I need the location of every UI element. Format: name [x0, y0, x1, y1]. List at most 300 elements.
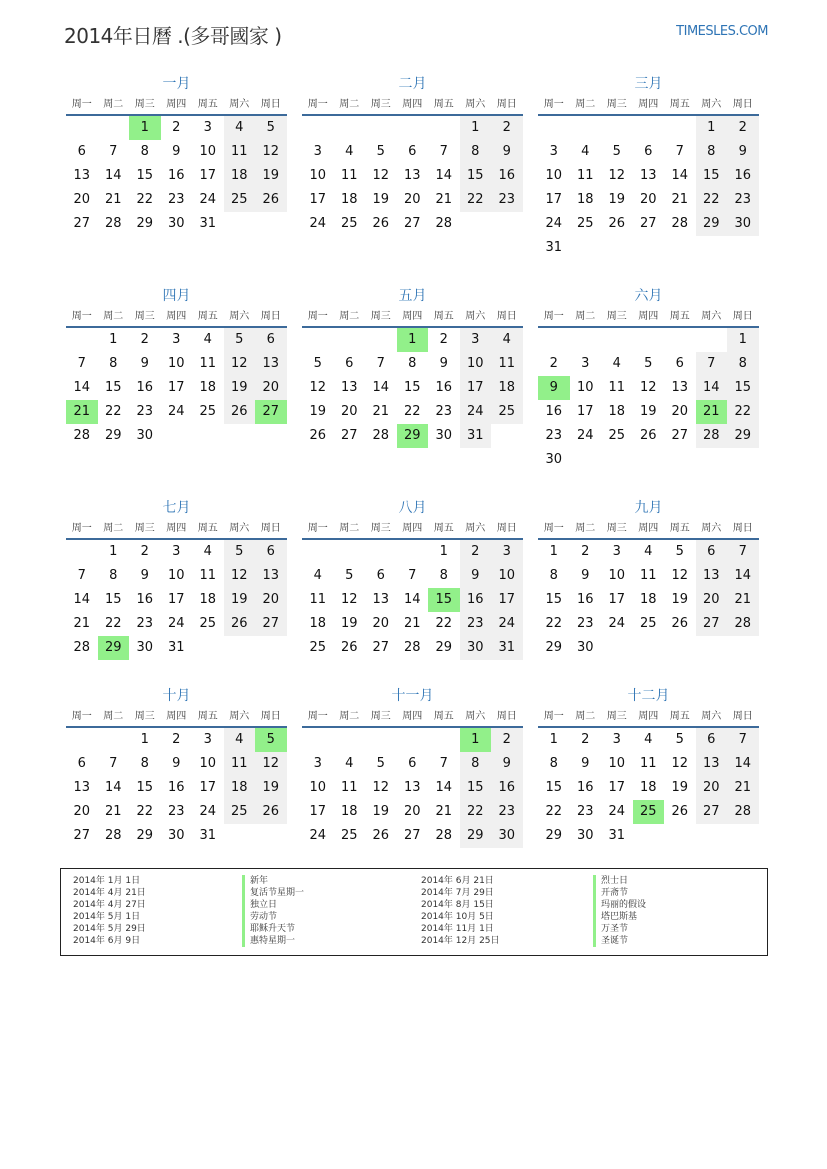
weekday-label: 周六	[229, 311, 250, 322]
empty-cell	[428, 728, 460, 752]
day-cell: 3	[491, 540, 523, 564]
day-cell: 24	[309, 828, 327, 843]
holiday-name: 耶稣升天节	[242, 923, 304, 935]
day-cell: 12	[639, 380, 657, 395]
day-cell: 9	[172, 756, 181, 771]
day-cell: 5	[376, 144, 385, 159]
day-cell: 5	[376, 756, 385, 771]
day-cell: 26	[255, 188, 287, 212]
weekday-label: 周日	[260, 711, 281, 722]
day-cell: 31	[545, 240, 563, 255]
day-cell: 30	[491, 824, 523, 848]
empty-cell	[664, 328, 696, 352]
day-cell: 14	[727, 564, 759, 588]
day-cell: 20	[340, 404, 358, 419]
day-cell: 18	[199, 592, 217, 607]
day-cell: 13	[340, 380, 358, 395]
day-cell: 27	[255, 612, 287, 636]
day-cell: 7	[696, 352, 728, 376]
weekday-header	[538, 518, 759, 540]
empty-cell	[66, 328, 98, 352]
day-cell: 8	[140, 756, 149, 771]
day-cell: 26	[224, 612, 256, 636]
day-cell: 1	[727, 328, 759, 352]
day-cell: 14	[435, 780, 453, 795]
day-cell: 21	[727, 776, 759, 800]
day-cell: 3	[549, 144, 558, 159]
day-cell: 14	[73, 592, 91, 607]
holiday-date: 2014年 1月 1日	[73, 876, 141, 886]
holiday-day-cell: 29	[397, 424, 429, 448]
day-cell: 2	[460, 540, 492, 564]
day-cell: 17	[167, 592, 185, 607]
weekday-label: 周三	[134, 523, 155, 534]
holiday-name-column	[593, 875, 646, 947]
day-cell: 20	[372, 616, 390, 631]
site-logo[interactable]: TIMESLES.COM	[676, 24, 768, 39]
day-cell: 9	[581, 756, 590, 771]
month-block	[302, 74, 523, 236]
day-cell: 8	[439, 568, 448, 583]
day-cell: 13	[73, 168, 91, 183]
day-grid	[538, 328, 759, 472]
day-cell: 30	[576, 640, 594, 655]
day-cell: 16	[136, 380, 154, 395]
day-cell: 16	[136, 592, 154, 607]
holiday-date: 2014年 10月 5日	[421, 912, 494, 922]
weekday-header	[66, 706, 287, 728]
weekday-label: 周六	[701, 711, 722, 722]
weekday-label: 周三	[370, 711, 391, 722]
day-cell: 29	[136, 828, 154, 843]
empty-cell	[397, 728, 429, 752]
day-cell: 18	[224, 776, 256, 800]
month-title: 二月	[398, 76, 427, 92]
day-cell: 27	[671, 428, 689, 443]
day-cell: 13	[255, 352, 287, 376]
day-cell: 18	[340, 804, 358, 819]
empty-cell	[696, 328, 728, 352]
day-cell: 15	[460, 164, 492, 188]
day-cell: 2	[549, 356, 558, 371]
day-cell: 6	[376, 568, 385, 583]
day-cell: 30	[167, 216, 185, 231]
day-cell: 13	[73, 780, 91, 795]
day-cell: 28	[73, 640, 91, 655]
day-cell: 12	[224, 564, 256, 588]
day-cell: 5	[224, 328, 256, 352]
empty-cell	[538, 328, 570, 352]
day-cell: 9	[491, 752, 523, 776]
day-cell: 4	[581, 144, 590, 159]
day-cell: 23	[167, 192, 185, 207]
weekday-label: 周二	[575, 99, 596, 110]
day-cell: 26	[372, 828, 390, 843]
day-cell: 30	[460, 636, 492, 660]
day-cell: 23	[167, 804, 185, 819]
weekday-label: 周二	[103, 523, 124, 534]
weekday-label: 周二	[103, 711, 124, 722]
day-cell: 13	[372, 592, 390, 607]
day-cell: 2	[172, 120, 181, 135]
month-block	[66, 74, 287, 236]
day-cell: 22	[104, 616, 122, 631]
day-cell: 10	[545, 168, 563, 183]
day-grid	[66, 116, 287, 236]
day-cell: 7	[727, 728, 759, 752]
day-grid	[66, 728, 287, 848]
day-cell: 2	[491, 116, 523, 140]
day-cell: 27	[696, 612, 728, 636]
empty-cell	[66, 116, 98, 140]
month-block	[538, 286, 759, 472]
day-cell: 24	[460, 400, 492, 424]
day-cell: 19	[255, 776, 287, 800]
weekday-label: 周一	[307, 711, 328, 722]
page-title: 2014年日曆 .(多哥國家 )	[64, 24, 282, 48]
day-cell: 23	[727, 188, 759, 212]
day-cell: 25	[199, 404, 217, 419]
month-title: 九月	[634, 500, 663, 516]
day-cell: 3	[313, 756, 322, 771]
weekday-label: 周二	[103, 99, 124, 110]
day-cell: 14	[727, 752, 759, 776]
weekday-label: 周三	[606, 99, 627, 110]
holiday-date-column	[73, 875, 146, 947]
day-cell: 9	[172, 144, 181, 159]
day-cell: 24	[576, 428, 594, 443]
day-grid	[538, 540, 759, 660]
day-cell: 21	[104, 192, 122, 207]
day-cell: 22	[136, 804, 154, 819]
day-cell: 29	[545, 828, 563, 843]
day-cell: 7	[109, 756, 118, 771]
weekday-label: 周日	[496, 311, 517, 322]
weekday-label: 周日	[260, 311, 281, 322]
day-cell: 30	[435, 428, 453, 443]
holiday-name: 新年	[242, 875, 304, 887]
day-cell: 5	[675, 732, 684, 747]
day-cell: 11	[576, 168, 594, 183]
day-cell: 12	[372, 168, 390, 183]
day-cell: 12	[372, 780, 390, 795]
weekday-label: 周五	[197, 311, 218, 322]
day-grid	[66, 540, 287, 660]
weekday-label: 周五	[197, 523, 218, 534]
day-cell: 8	[727, 352, 759, 376]
day-cell: 6	[696, 728, 728, 752]
day-grid	[302, 728, 523, 848]
day-cell: 16	[545, 404, 563, 419]
weekday-label: 周三	[370, 311, 391, 322]
day-grid	[302, 116, 523, 236]
day-cell: 20	[639, 192, 657, 207]
day-cell: 7	[376, 356, 385, 371]
holiday-day-cell: 25	[633, 800, 665, 824]
day-cell: 1	[549, 544, 558, 559]
day-cell: 16	[576, 780, 594, 795]
day-cell: 12	[309, 380, 327, 395]
day-cell: 3	[460, 328, 492, 352]
day-cell: 21	[727, 588, 759, 612]
holiday-name-column	[242, 875, 304, 947]
day-cell: 16	[491, 164, 523, 188]
day-cell: 10	[167, 568, 185, 583]
weekday-label: 周四	[638, 99, 659, 110]
day-cell: 11	[639, 756, 657, 771]
day-cell: 28	[727, 612, 759, 636]
day-cell: 15	[136, 780, 154, 795]
day-cell: 24	[545, 216, 563, 231]
holiday-date: 2014年 6月 9日	[73, 936, 141, 946]
holiday-name: 开斋节	[593, 887, 646, 899]
day-cell: 15	[727, 376, 759, 400]
empty-cell	[302, 328, 334, 352]
empty-cell	[334, 328, 366, 352]
day-cell: 16	[576, 592, 594, 607]
day-cell: 27	[372, 640, 390, 655]
weekday-label: 周一	[307, 99, 328, 110]
day-cell: 11	[491, 352, 523, 376]
weekday-header	[538, 706, 759, 728]
day-cell: 5	[612, 144, 621, 159]
weekday-label: 周日	[260, 523, 281, 534]
holiday-name: 惠特星期一	[242, 935, 304, 947]
weekday-label: 周五	[669, 711, 690, 722]
day-cell: 23	[491, 800, 523, 824]
weekday-label: 周一	[543, 311, 564, 322]
day-cell: 30	[727, 212, 759, 236]
day-cell: 14	[671, 168, 689, 183]
empty-cell	[334, 116, 366, 140]
day-cell: 17	[491, 588, 523, 612]
holiday-date: 2014年 4月 21日	[73, 888, 146, 898]
holiday-date: 2014年 4月 27日	[73, 900, 146, 910]
weekday-label: 周五	[669, 523, 690, 534]
day-cell: 10	[309, 780, 327, 795]
day-cell: 8	[408, 356, 417, 371]
day-cell: 15	[403, 380, 421, 395]
empty-cell	[601, 328, 633, 352]
day-cell: 14	[104, 780, 122, 795]
day-cell: 31	[460, 424, 492, 448]
weekday-label: 周二	[103, 311, 124, 322]
day-cell: 20	[696, 776, 728, 800]
weekday-label: 周一	[543, 99, 564, 110]
day-cell: 3	[203, 120, 212, 135]
day-cell: 2	[140, 332, 149, 347]
day-cell: 18	[491, 376, 523, 400]
day-cell: 7	[77, 356, 86, 371]
day-cell: 16	[460, 588, 492, 612]
day-cell: 11	[199, 356, 217, 371]
day-cell: 22	[403, 404, 421, 419]
weekday-label: 周三	[370, 523, 391, 534]
empty-cell	[570, 328, 602, 352]
empty-cell	[334, 540, 366, 564]
weekday-label: 周二	[575, 523, 596, 534]
empty-cell	[98, 728, 130, 752]
day-cell: 4	[203, 544, 212, 559]
day-cell: 18	[576, 192, 594, 207]
day-cell: 25	[199, 616, 217, 631]
day-cell: 7	[727, 540, 759, 564]
day-cell: 11	[608, 380, 626, 395]
day-cell: 31	[608, 828, 626, 843]
day-cell: 20	[73, 192, 91, 207]
day-cell: 26	[224, 400, 256, 424]
day-cell: 24	[491, 612, 523, 636]
weekday-label: 周五	[197, 711, 218, 722]
day-cell: 23	[136, 616, 154, 631]
day-cell: 18	[639, 592, 657, 607]
day-cell: 27	[403, 828, 421, 843]
day-cell: 9	[140, 356, 149, 371]
day-cell: 15	[696, 164, 728, 188]
day-cell: 28	[727, 800, 759, 824]
day-cell: 10	[199, 756, 217, 771]
weekday-label: 周一	[543, 523, 564, 534]
day-grid	[538, 728, 759, 848]
weekday-label: 周三	[370, 99, 391, 110]
day-cell: 7	[675, 144, 684, 159]
day-cell: 13	[403, 780, 421, 795]
day-cell: 19	[255, 164, 287, 188]
weekday-label: 周三	[606, 311, 627, 322]
day-grid	[302, 540, 523, 660]
holiday-day-cell: 21	[66, 400, 98, 424]
weekday-label: 周三	[606, 711, 627, 722]
empty-cell	[365, 328, 397, 352]
day-cell: 29	[136, 216, 154, 231]
weekday-label: 周三	[134, 99, 155, 110]
empty-cell	[538, 116, 570, 140]
day-cell: 20	[671, 404, 689, 419]
day-cell: 29	[696, 212, 728, 236]
day-cell: 29	[460, 824, 492, 848]
day-cell: 28	[73, 428, 91, 443]
weekday-label: 周二	[575, 311, 596, 322]
day-cell: 8	[109, 356, 118, 371]
day-cell: 28	[435, 828, 453, 843]
day-cell: 26	[671, 804, 689, 819]
day-cell: 16	[491, 776, 523, 800]
day-cell: 12	[608, 168, 626, 183]
day-cell: 17	[199, 780, 217, 795]
day-cell: 15	[545, 780, 563, 795]
day-cell: 18	[199, 380, 217, 395]
holiday-day-cell: 21	[696, 400, 728, 424]
day-cell: 31	[491, 636, 523, 660]
day-cell: 24	[199, 804, 217, 819]
day-cell: 3	[581, 356, 590, 371]
weekday-label: 周五	[433, 311, 454, 322]
month-block	[538, 74, 759, 260]
day-cell: 15	[545, 592, 563, 607]
empty-cell	[302, 540, 334, 564]
weekday-label: 周日	[496, 523, 517, 534]
day-cell: 9	[439, 356, 448, 371]
day-cell: 26	[340, 640, 358, 655]
holiday-name: 复活节星期一	[242, 887, 304, 899]
day-cell: 3	[172, 332, 181, 347]
day-cell: 26	[372, 216, 390, 231]
day-cell: 17	[608, 592, 626, 607]
day-cell: 22	[545, 616, 563, 631]
day-cell: 29	[727, 424, 759, 448]
empty-cell	[633, 328, 665, 352]
day-cell: 20	[255, 376, 287, 400]
day-cell: 4	[612, 356, 621, 371]
holiday-day-cell: 5	[255, 728, 287, 752]
day-cell: 19	[340, 616, 358, 631]
day-cell: 8	[140, 144, 149, 159]
weekday-label: 周一	[71, 99, 92, 110]
day-cell: 5	[224, 540, 256, 564]
empty-cell	[428, 116, 460, 140]
weekday-header	[66, 94, 287, 116]
day-cell: 8	[460, 752, 492, 776]
day-cell: 28	[403, 640, 421, 655]
day-cell: 13	[671, 380, 689, 395]
month-block	[538, 686, 759, 848]
day-cell: 11	[340, 168, 358, 183]
day-cell: 26	[608, 216, 626, 231]
day-cell: 27	[639, 216, 657, 231]
weekday-label: 周一	[71, 311, 92, 322]
day-cell: 9	[727, 140, 759, 164]
weekday-label: 周一	[71, 711, 92, 722]
weekday-label: 周四	[166, 523, 187, 534]
day-cell: 29	[545, 640, 563, 655]
weekday-header	[66, 518, 287, 540]
day-cell: 10	[608, 756, 626, 771]
day-cell: 28	[104, 216, 122, 231]
day-cell: 14	[372, 380, 390, 395]
weekday-header	[302, 306, 523, 328]
day-cell: 22	[460, 800, 492, 824]
weekday-header	[302, 518, 523, 540]
day-cell: 16	[167, 780, 185, 795]
day-cell: 6	[644, 144, 653, 159]
day-cell: 21	[435, 804, 453, 819]
day-cell: 19	[671, 780, 689, 795]
weekday-label: 周二	[339, 311, 360, 322]
day-cell: 25	[608, 428, 626, 443]
empty-cell	[570, 116, 602, 140]
weekday-label: 周三	[606, 523, 627, 534]
empty-cell	[633, 116, 665, 140]
weekday-label: 周四	[402, 99, 423, 110]
day-cell: 27	[73, 216, 91, 231]
day-cell: 24	[608, 804, 626, 819]
day-grid	[302, 328, 523, 448]
day-cell: 19	[372, 804, 390, 819]
day-cell: 25	[491, 400, 523, 424]
day-cell: 25	[340, 216, 358, 231]
weekday-label: 周四	[402, 523, 423, 534]
weekday-label: 周一	[71, 523, 92, 534]
empty-cell	[365, 116, 397, 140]
weekday-label: 周六	[701, 523, 722, 534]
day-cell: 24	[167, 616, 185, 631]
holiday-date: 2014年 12月 25日	[421, 936, 500, 946]
day-cell: 5	[313, 356, 322, 371]
day-cell: 18	[639, 780, 657, 795]
day-cell: 13	[255, 564, 287, 588]
day-cell: 12	[255, 140, 287, 164]
day-cell: 20	[696, 588, 728, 612]
